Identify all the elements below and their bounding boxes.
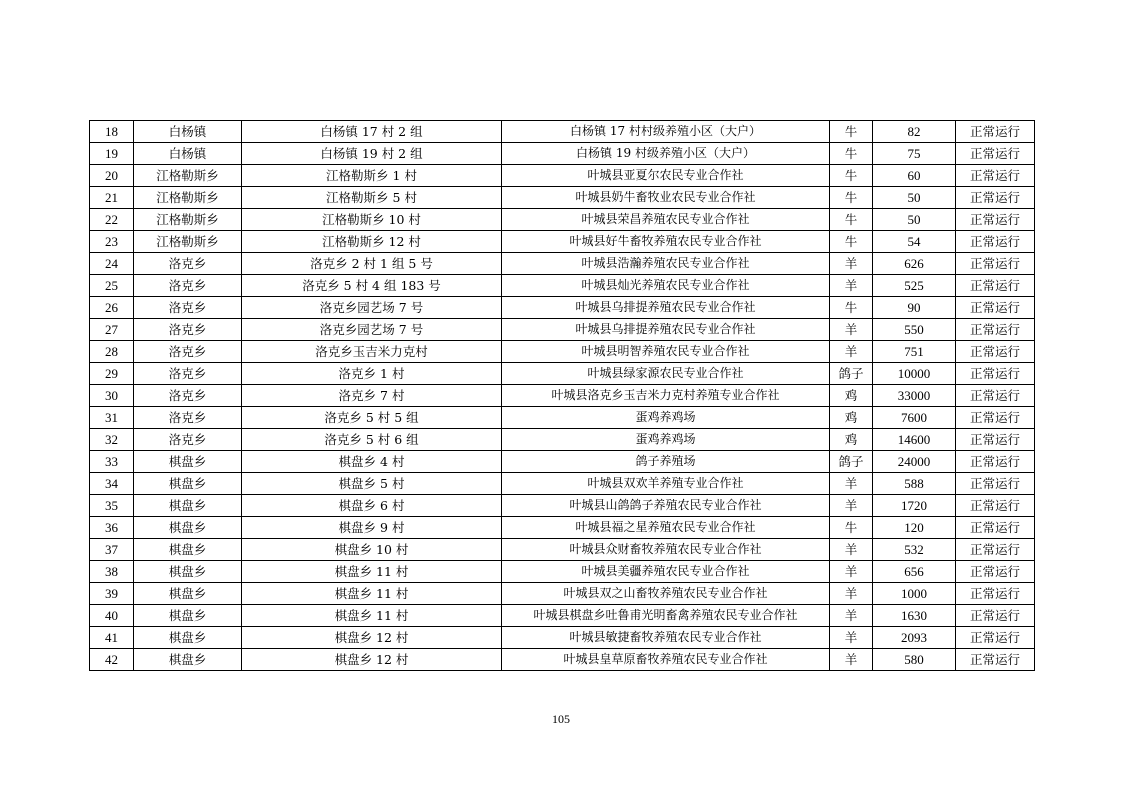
livestock-count-cell: 60	[873, 165, 956, 187]
farm-name-cell: 叶城县奶牛畜牧业农民专业合作社	[502, 187, 830, 209]
village-address-cell: 棋盘乡 12 村	[242, 627, 502, 649]
township-cell: 白杨镇	[134, 121, 242, 143]
farm-name-cell: 鸽子养殖场	[502, 451, 830, 473]
village-address-cell: 江格勒斯乡 12 村	[242, 231, 502, 253]
livestock-count-cell: 1000	[873, 583, 956, 605]
livestock-type-cell: 牛	[830, 231, 873, 253]
operating-status-cell: 正常运行	[956, 253, 1035, 275]
row-number-cell: 31	[90, 407, 134, 429]
farm-name-cell: 叶城县洛克乡玉吉米力克村养殖专业合作社	[502, 385, 830, 407]
row-number-cell: 22	[90, 209, 134, 231]
township-cell: 江格勒斯乡	[134, 165, 242, 187]
village-address-cell: 洛克乡玉吉米力克村	[242, 341, 502, 363]
livestock-count-cell: 50	[873, 187, 956, 209]
farm-name-cell: 叶城县美疆养殖农民专业合作社	[502, 561, 830, 583]
row-number-cell: 34	[90, 473, 134, 495]
table-row	[90, 605, 1035, 627]
township-cell: 洛克乡	[134, 363, 242, 385]
livestock-count-cell: 33000	[873, 385, 956, 407]
village-address-cell: 江格勒斯乡 10 村	[242, 209, 502, 231]
village-address-cell: 洛克乡 2 村 1 组 5 号	[242, 253, 502, 275]
farm-name-cell: 叶城县亚夏尔农民专业合作社	[502, 165, 830, 187]
livestock-type-cell: 鸡	[830, 429, 873, 451]
livestock-count-cell: 550	[873, 319, 956, 341]
operating-status-cell: 正常运行	[956, 649, 1035, 671]
township-cell: 棋盘乡	[134, 451, 242, 473]
operating-status-cell: 正常运行	[956, 319, 1035, 341]
livestock-type-cell: 羊	[830, 319, 873, 341]
row-number-cell: 32	[90, 429, 134, 451]
operating-status-cell: 正常运行	[956, 539, 1035, 561]
livestock-type-cell: 牛	[830, 297, 873, 319]
farm-name-cell: 叶城县双之山畜牧养殖农民专业合作社	[502, 583, 830, 605]
livestock-type-cell: 羊	[830, 341, 873, 363]
village-address-cell: 白杨镇 17 村 2 组	[242, 121, 502, 143]
township-cell: 洛克乡	[134, 319, 242, 341]
farm-name-cell: 叶城县山鸽鸽子养殖农民专业合作社	[502, 495, 830, 517]
livestock-count-cell: 7600	[873, 407, 956, 429]
operating-status-cell: 正常运行	[956, 561, 1035, 583]
township-cell: 棋盘乡	[134, 561, 242, 583]
farm-name-cell: 叶城县明智养殖农民专业合作社	[502, 341, 830, 363]
table-row	[90, 451, 1035, 473]
village-address-cell: 洛克乡 5 村 5 组	[242, 407, 502, 429]
livestock-type-cell: 牛	[830, 517, 873, 539]
village-address-cell: 洛克乡 7 村	[242, 385, 502, 407]
row-number-cell: 39	[90, 583, 134, 605]
farm-name-cell: 叶城县敏捷畜牧养殖农民专业合作社	[502, 627, 830, 649]
table-row	[90, 429, 1035, 451]
livestock-count-cell: 82	[873, 121, 956, 143]
township-cell: 洛克乡	[134, 275, 242, 297]
livestock-type-cell: 牛	[830, 121, 873, 143]
livestock-count-cell: 90	[873, 297, 956, 319]
table-row	[90, 407, 1035, 429]
row-number-cell: 24	[90, 253, 134, 275]
table-row	[90, 209, 1035, 231]
table-row	[90, 539, 1035, 561]
table-row	[90, 275, 1035, 297]
livestock-count-cell: 626	[873, 253, 956, 275]
row-number-cell: 33	[90, 451, 134, 473]
livestock-count-cell: 10000	[873, 363, 956, 385]
row-number-cell: 27	[90, 319, 134, 341]
township-cell: 白杨镇	[134, 143, 242, 165]
row-number-cell: 42	[90, 649, 134, 671]
livestock-type-cell: 羊	[830, 561, 873, 583]
township-cell: 棋盘乡	[134, 539, 242, 561]
livestock-type-cell: 羊	[830, 495, 873, 517]
township-cell: 棋盘乡	[134, 627, 242, 649]
operating-status-cell: 正常运行	[956, 451, 1035, 473]
farm-name-cell: 叶城县皇草原畜牧养殖农民专业合作社	[502, 649, 830, 671]
livestock-type-cell: 牛	[830, 165, 873, 187]
township-cell: 洛克乡	[134, 385, 242, 407]
livestock-type-cell: 羊	[830, 539, 873, 561]
operating-status-cell: 正常运行	[956, 517, 1035, 539]
livestock-count-cell: 120	[873, 517, 956, 539]
row-number-cell: 20	[90, 165, 134, 187]
village-address-cell: 棋盘乡 11 村	[242, 583, 502, 605]
table-row	[90, 143, 1035, 165]
livestock-count-cell: 1720	[873, 495, 956, 517]
table-row	[90, 495, 1035, 517]
township-cell: 棋盘乡	[134, 473, 242, 495]
farm-name-cell: 叶城县灿光养殖农民专业合作社	[502, 275, 830, 297]
table-row	[90, 385, 1035, 407]
row-number-cell: 30	[90, 385, 134, 407]
table-body	[90, 121, 1035, 671]
livestock-count-cell: 580	[873, 649, 956, 671]
table-row	[90, 121, 1035, 143]
row-number-cell: 37	[90, 539, 134, 561]
township-cell: 洛克乡	[134, 407, 242, 429]
township-cell: 洛克乡	[134, 297, 242, 319]
village-address-cell: 洛克乡 1 村	[242, 363, 502, 385]
livestock-farm-table	[89, 120, 1035, 671]
operating-status-cell: 正常运行	[956, 495, 1035, 517]
livestock-type-cell: 牛	[830, 187, 873, 209]
operating-status-cell: 正常运行	[956, 583, 1035, 605]
farm-name-cell: 叶城县浩瀚养殖农民专业合作社	[502, 253, 830, 275]
village-address-cell: 棋盘乡 10 村	[242, 539, 502, 561]
operating-status-cell: 正常运行	[956, 143, 1035, 165]
township-cell: 棋盘乡	[134, 605, 242, 627]
table-row	[90, 517, 1035, 539]
farm-name-cell: 叶城县绿家源农民专业合作社	[502, 363, 830, 385]
livestock-type-cell: 羊	[830, 583, 873, 605]
livestock-type-cell: 鸡	[830, 407, 873, 429]
row-number-cell: 25	[90, 275, 134, 297]
village-address-cell: 棋盘乡 12 村	[242, 649, 502, 671]
row-number-cell: 19	[90, 143, 134, 165]
livestock-type-cell: 羊	[830, 605, 873, 627]
village-address-cell: 洛克乡园艺场 7 号	[242, 297, 502, 319]
row-number-cell: 26	[90, 297, 134, 319]
livestock-type-cell: 羊	[830, 253, 873, 275]
operating-status-cell: 正常运行	[956, 627, 1035, 649]
livestock-type-cell: 羊	[830, 649, 873, 671]
page-number: 105	[552, 712, 570, 726]
farm-name-cell: 叶城县乌排提养殖农民专业合作社	[502, 297, 830, 319]
livestock-type-cell: 羊	[830, 627, 873, 649]
table-row	[90, 297, 1035, 319]
livestock-count-cell: 75	[873, 143, 956, 165]
row-number-cell: 41	[90, 627, 134, 649]
township-cell: 洛克乡	[134, 429, 242, 451]
township-cell: 洛克乡	[134, 253, 242, 275]
village-address-cell: 白杨镇 19 村 2 组	[242, 143, 502, 165]
operating-status-cell: 正常运行	[956, 605, 1035, 627]
row-number-cell: 23	[90, 231, 134, 253]
row-number-cell: 40	[90, 605, 134, 627]
farm-name-cell: 叶城县乌排提养殖农民专业合作社	[502, 319, 830, 341]
township-cell: 江格勒斯乡	[134, 187, 242, 209]
livestock-count-cell: 656	[873, 561, 956, 583]
operating-status-cell: 正常运行	[956, 385, 1035, 407]
township-cell: 棋盘乡	[134, 495, 242, 517]
village-address-cell: 洛克乡 5 村 6 组	[242, 429, 502, 451]
row-number-cell: 29	[90, 363, 134, 385]
farm-name-cell: 蛋鸡养鸡场	[502, 407, 830, 429]
livestock-count-cell: 14600	[873, 429, 956, 451]
livestock-type-cell: 鸡	[830, 385, 873, 407]
table-row	[90, 363, 1035, 385]
farm-name-cell: 叶城县好牛畜牧养殖农民专业合作社	[502, 231, 830, 253]
township-cell: 江格勒斯乡	[134, 209, 242, 231]
row-number-cell: 35	[90, 495, 134, 517]
township-cell: 棋盘乡	[134, 517, 242, 539]
operating-status-cell: 正常运行	[956, 209, 1035, 231]
livestock-type-cell: 鸽子	[830, 451, 873, 473]
livestock-count-cell: 588	[873, 473, 956, 495]
operating-status-cell: 正常运行	[956, 341, 1035, 363]
table-row	[90, 319, 1035, 341]
table-row	[90, 187, 1035, 209]
farm-name-cell: 叶城县棋盘乡吐鲁甫光明畜禽养殖农民专业合作社	[502, 605, 830, 627]
livestock-type-cell: 鸽子	[830, 363, 873, 385]
farm-name-cell: 白杨镇 19 村级养殖小区（大户）	[502, 143, 830, 165]
operating-status-cell: 正常运行	[956, 231, 1035, 253]
row-number-cell: 36	[90, 517, 134, 539]
village-address-cell: 江格勒斯乡 1 村	[242, 165, 502, 187]
township-cell: 江格勒斯乡	[134, 231, 242, 253]
village-address-cell: 棋盘乡 11 村	[242, 561, 502, 583]
farm-name-cell: 叶城县众财畜牧养殖农民专业合作社	[502, 539, 830, 561]
operating-status-cell: 正常运行	[956, 121, 1035, 143]
township-cell: 棋盘乡	[134, 649, 242, 671]
table-row	[90, 165, 1035, 187]
operating-status-cell: 正常运行	[956, 297, 1035, 319]
livestock-count-cell: 50	[873, 209, 956, 231]
table-row	[90, 627, 1035, 649]
table-row	[90, 583, 1035, 605]
operating-status-cell: 正常运行	[956, 187, 1035, 209]
farm-name-cell: 叶城县福之星养殖农民专业合作社	[502, 517, 830, 539]
farm-name-cell: 叶城县双欢羊养殖专业合作社	[502, 473, 830, 495]
village-address-cell: 棋盘乡 5 村	[242, 473, 502, 495]
table-row	[90, 253, 1035, 275]
table-row	[90, 341, 1035, 363]
operating-status-cell: 正常运行	[956, 407, 1035, 429]
livestock-type-cell: 牛	[830, 143, 873, 165]
village-address-cell: 棋盘乡 9 村	[242, 517, 502, 539]
row-number-cell: 21	[90, 187, 134, 209]
operating-status-cell: 正常运行	[956, 473, 1035, 495]
livestock-count-cell: 2093	[873, 627, 956, 649]
table-row	[90, 561, 1035, 583]
farm-name-cell: 白杨镇 17 村村级养殖小区（大户）	[502, 121, 830, 143]
livestock-count-cell: 24000	[873, 451, 956, 473]
township-cell: 棋盘乡	[134, 583, 242, 605]
farm-name-cell: 蛋鸡养鸡场	[502, 429, 830, 451]
operating-status-cell: 正常运行	[956, 165, 1035, 187]
table-row	[90, 231, 1035, 253]
operating-status-cell: 正常运行	[956, 363, 1035, 385]
village-address-cell: 洛克乡园艺场 7 号	[242, 319, 502, 341]
operating-status-cell: 正常运行	[956, 429, 1035, 451]
operating-status-cell: 正常运行	[956, 275, 1035, 297]
row-number-cell: 38	[90, 561, 134, 583]
row-number-cell: 28	[90, 341, 134, 363]
village-address-cell: 江格勒斯乡 5 村	[242, 187, 502, 209]
livestock-count-cell: 54	[873, 231, 956, 253]
table-row	[90, 473, 1035, 495]
village-address-cell: 棋盘乡 4 村	[242, 451, 502, 473]
farm-name-cell: 叶城县荣昌养殖农民专业合作社	[502, 209, 830, 231]
livestock-type-cell: 羊	[830, 473, 873, 495]
township-cell: 洛克乡	[134, 341, 242, 363]
livestock-count-cell: 751	[873, 341, 956, 363]
livestock-type-cell: 羊	[830, 275, 873, 297]
livestock-count-cell: 525	[873, 275, 956, 297]
table-row	[90, 649, 1035, 671]
village-address-cell: 棋盘乡 11 村	[242, 605, 502, 627]
livestock-type-cell: 牛	[830, 209, 873, 231]
row-number-cell: 18	[90, 121, 134, 143]
village-address-cell: 洛克乡 5 村 4 组 183 号	[242, 275, 502, 297]
village-address-cell: 棋盘乡 6 村	[242, 495, 502, 517]
livestock-count-cell: 1630	[873, 605, 956, 627]
livestock-count-cell: 532	[873, 539, 956, 561]
